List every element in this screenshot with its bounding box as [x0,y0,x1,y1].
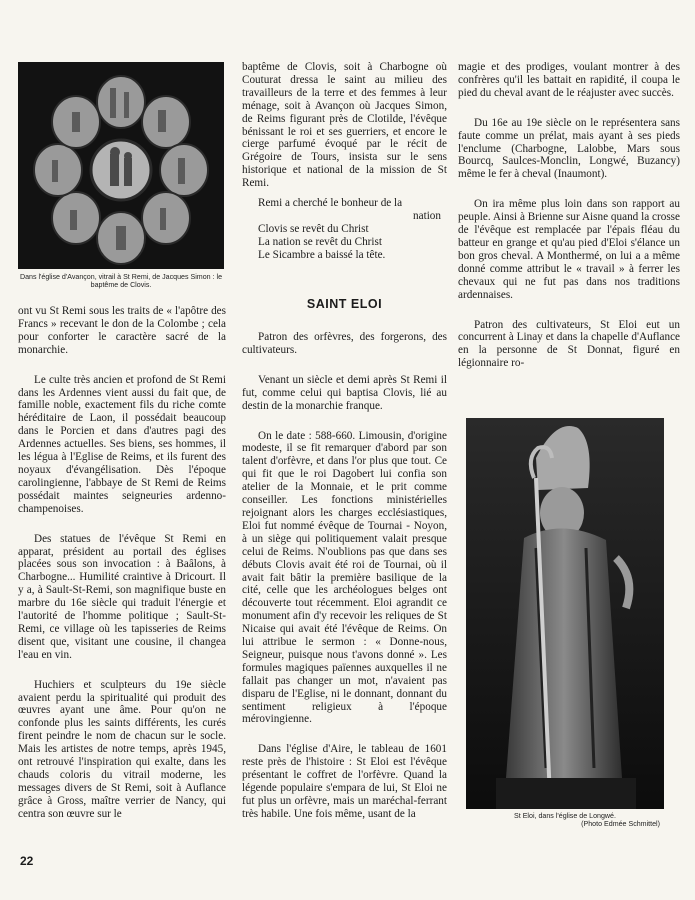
statue-caption-credit: (Photo Edmée Schmittel) [581,820,660,829]
col3-paragraph-3: On ira même plus loin dans son rapport au peuple. Ainsi à Brienne sur Aisne quand la crosse de l'évêque est remplacée par l'épais fléau du batteur en grange et qu'au pied d'Eloi s'élance un bon gros cheval. A Monthermé, on lui a a même donné comme attribut le « travail » à ferrer les chevaux qui ne fut pas dans nos traditions ardennaises. [458,198,680,301]
column-3 [458,61,680,370]
col2-paragraph-1: baptême de Clovis, soit à Charbogne où Couturat dressa le saint au milieu des travailleurs de la terre et des femmes à leur ménage, soit à Avançon où Jacques Simon, de Reims figurant près de Clotilde, l'évêque bénissant le roi et ses guerriers, et encore le cierge parfumé évoqué par le récit de Grégoire de Tours, insista sur le sens historique et national de la mission de St Remi. [242,61,447,190]
stained-glass-caption: Dans l'église d'Avançon, vitrail à St Remi, de Jacques Simon : le baptême de Clovis. [19,273,223,290]
rose-window-image [18,62,224,269]
statue-photo [466,418,664,809]
poem [258,197,441,262]
col2-paragraph-3: Venant un siècle et demi après St Remi il fut, comme celui qui baptisa Clovis, lié au destin de la monarchie franque. [242,373,447,412]
poem-line-2: La nation se revêt du Christ [258,236,382,248]
poem-line-1: Clovis se revêt du Christ [258,223,369,235]
statue-caption-line-1: St Eloi, dans l'église de Longwé. [514,812,616,820]
col2-paragraph-4: On le date : 588-660. Limousin, d'origine modeste, il se fit remarquer d'abord par son talent d'orfèvre, et dans l'or plus que tout. Ce qui fit que le roi Dagobert lui confia son atelier de la Monnaie, et le prit comme conseiller. Les fonctions ministérielles rejoignant alors les charges ecclésiastiques, Eloi fut nommé évêque de Tournai - Noyon, à un siège qui politiquement valait presque celui de Reims. N'oublions pas que dans ses débuts Clovis avait été roi de Tournai, où il avait fait bâtir la première basilique de la cité, celle que les archéologues belges ont découverte tout récemment. Eloi agrandit ce monument afin d'y recevoir les reliques de St Nicaise qui avait été l'évêque de Reims. On lui attribue le sermon : « Donne-nous, Seigneur, puisque nous t'avons donné ». Les formules magiques païennes auxquelles il ne fallait pas changer un mot, n'avaient pas disparu de l'Eglise, ni le donnant, donnant du sentiment religieux à l'époque mérovingienne. [242,429,447,726]
col1-paragraph-1: ont vu St Remi sous les traits de « l'apôtre des Francs » recevant le don de la Colombe ; cela pour conforter le caractère sacré de la monarchie. [18,305,226,356]
statue-caption [466,812,664,829]
section-title: SAINT ELOI [306,297,383,311]
col1-paragraph-2: Le culte très ancien et profond de St Remi dans les Ardennes vient aussi du fait que, de famille noble, exactement fils du riche comte héréditaire de Laon, il possédait beaucoup dans le Porcien et dans d'autres pagi des Ardennes actuelles. Ses biens, ses hommes, il les légua à l'Eglise de Reims, et ils furent des noyaux d'évangélisation. Dès l'époque carolingienne, l'abbaye de St Remi de Reims possédait maintes seigneuries ardenno-champenoises. [18,373,226,515]
page-number: 22 [20,854,34,868]
col3-paragraph-4: Patron des cultivateurs, St Eloi eut un concurrent à Linay et dans la chapelle d'Auflance en la personne de St Donnat, figuré en légionnaire ro- [458,318,680,370]
col1-paragraph-3: Des statues de l'évêque St Remi en apparat, président au portail des églises placées sous son invocation : à Baâlons, à Charbogne... Humilité craintive à Dricourt. Il y a, à Sault-St-Remi, son magnifique buste en marbre du 16e siècle qui traduit l'énergie et l'autorité de l'homme politique ; Sault-St-Remi, ce village où les tapisseries de Reims disent que, visitant une cousine, il changea l'eau en vin. [18,532,226,661]
poem-intro-line-2: nation [413,210,441,222]
poem-line-3: Le Sicambre a baissé la tête. [258,249,386,261]
stained-glass-photo [18,62,224,269]
col2-paragraph-2: Patron des orfèvres, des forgerons, des cultivateurs. [242,331,447,356]
col3-paragraph-1: magie et des prodiges, voulant montrer à des confrères qu'il les battait en rapidité, il coupa le pied du cheval avant de le réajuster avec succès. [458,61,680,99]
saint-eloi-statue-image [466,418,664,809]
column-2 [242,61,447,190]
column-2-lower [242,331,447,821]
col3-paragraph-2: Du 16e au 19e siècle on le représentera sans faute comme un prélat, mais ayant à ses pieds l'enclume (Charbogne, Lalobbe, Mars sous Bourcq, Saulces-Monclin, Longwé, Buzancy) même le fer à cheval (Inaumont). [458,116,680,181]
col2-paragraph-5: Dans l'église d'Aire, le tableau de 1601 reste près de l'histoire : St Eloi est l'évêque présentant le coffret de l'orfèvre. Quand la légende populaire s'empara de lui, St Eloi ne fut plus un orfèvre, mais un maréchal-ferrant très habile. Une fois même, usant de la [242,743,447,820]
poem-intro-line-1: Remi a cherché le bonheur de la [258,197,403,209]
col1-paragraph-4: Huchiers et sculpteurs du 19e siècle avaient perdu la spiritualité qui produit des œuvres ayant une âme. Pour qu'on ne confonde plus les saints différents, les curés firent peindre le nom de chacun sur le socle. Mais les artistes de notre temps, après 1945, ont retrouvé l'inspiration qui exalte, dans les chauds coloris du vitrail moderne, les messages divers de St Remi, soit à Auflance grâce à Gross, maître verrier de Nancy, qui centra son œuvre sur le [18,678,226,820]
column-1 [18,305,226,821]
